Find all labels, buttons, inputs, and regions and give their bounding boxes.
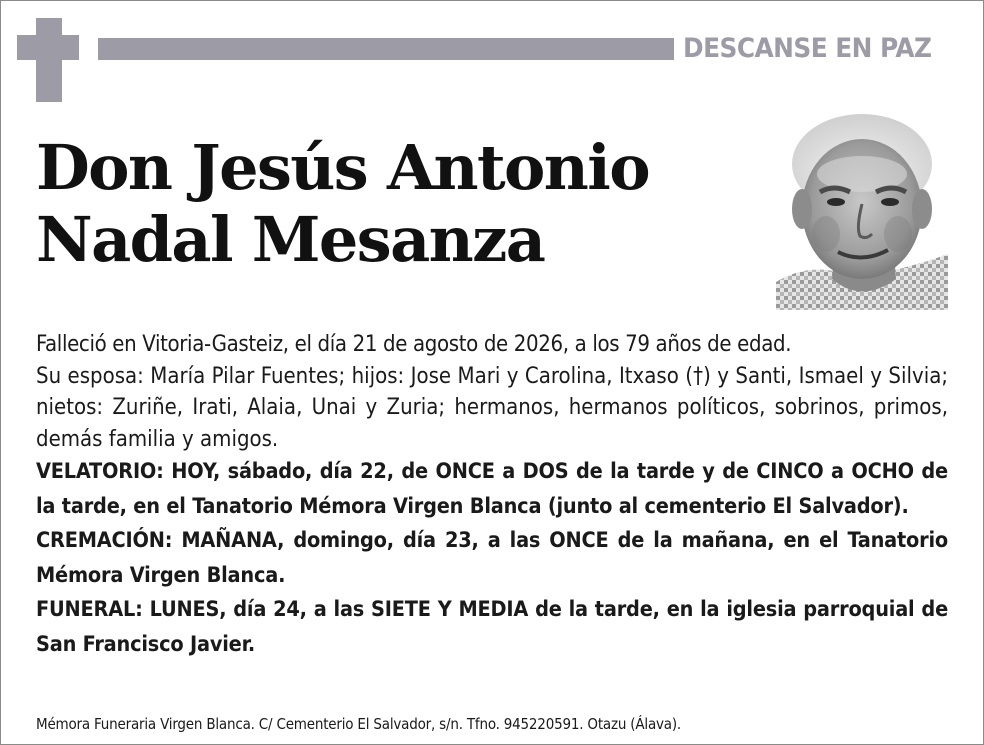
cremacion-info: CREMACIÓN: MAÑANA, domingo, día 23, a las ONCE de la mañana, en el Tanatorio Mémora Virgen Blanca. bbox=[36, 528, 948, 588]
notice-body bbox=[36, 329, 948, 662]
header-divider-bar bbox=[98, 38, 674, 60]
deceased-portrait bbox=[776, 104, 948, 310]
velatorio-info: VELATORIO: HOY, sábado, día 22, de ONCE a DOS de la tarde y de CINCO a OCHO de la tarde, en el Tanatorio Mémora Virgen Blanca (junto al cementerio El Salvador). bbox=[36, 459, 948, 519]
deceased-name bbox=[36, 132, 756, 276]
funeral-info: FUNERAL: LUNES, día 24, a las SIETE Y MEDIA de la tarde, en la iglesia parroquial de San Francisco Javier. bbox=[36, 597, 948, 657]
family-list: Su esposa: María Pilar Fuentes; hijos: Jose Mari y Carolina, Itxaso (†) y Santi, Ismael y Silvia; nietos: Zuriñe, Irati, Alaia, Unai y Zuria; hermanos, hermanos políticos, sobrinos, primos, demás familia y amigos. bbox=[36, 363, 948, 452]
header-title: DESCANSE EN PAZ bbox=[683, 33, 932, 64]
name-line-2: Nadal Mesanza bbox=[36, 203, 545, 276]
funeral-home-footer: Mémora Funeraria Virgen Blanca. C/ Cementerio El Salvador, s/n. Tfno. 945220591. Otazu (Álava). bbox=[36, 715, 682, 733]
death-statement: Falleció en Vitoria-Gasteiz, el día 21 de agosto de 2026, a los 79 años de edad. bbox=[36, 332, 792, 357]
name-line-1: Don Jesús Antonio bbox=[36, 131, 649, 204]
